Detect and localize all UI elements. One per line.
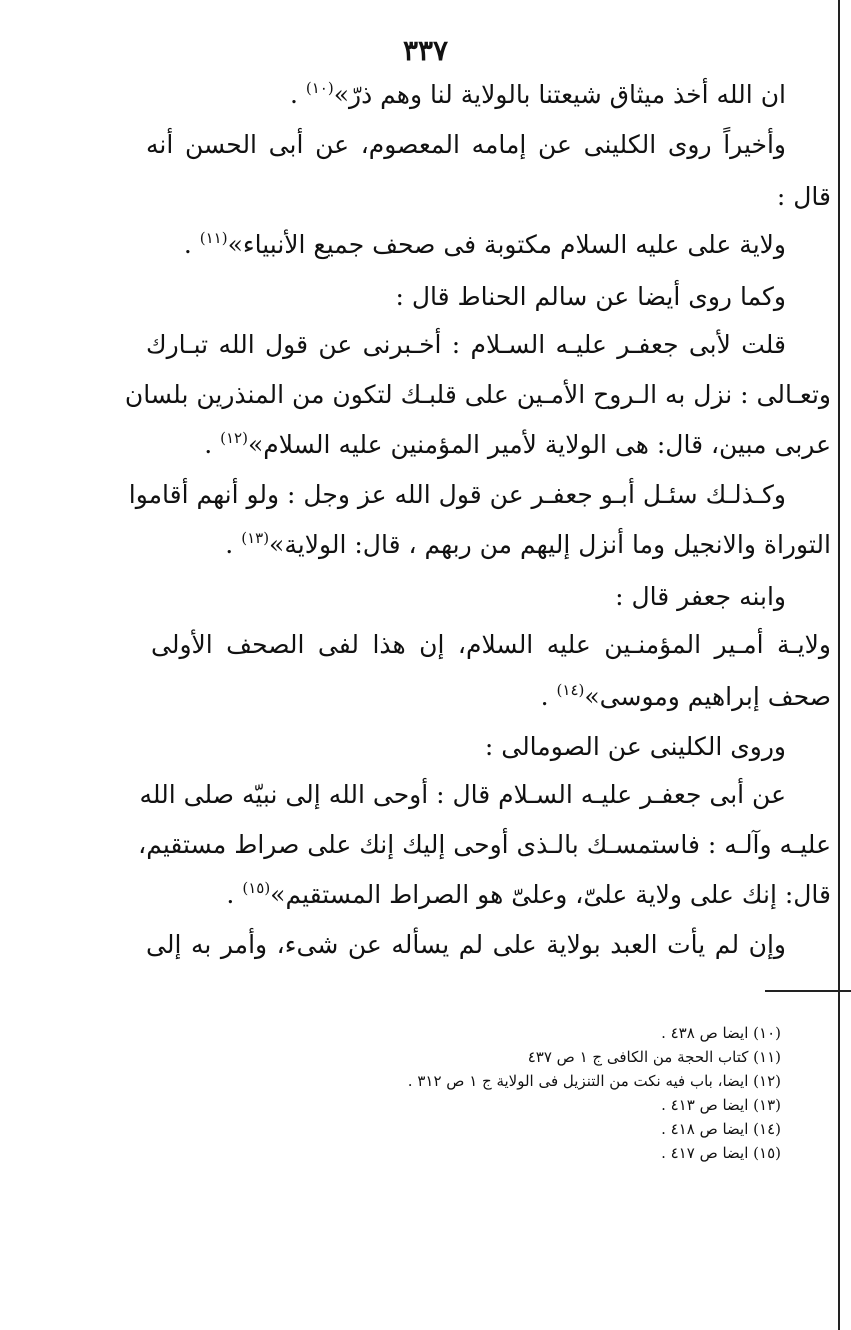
footnote: (١٠) ايضا ص ٤٣٨ . (661, 1024, 781, 1042)
text-line: وروى الكلينى عن الصومالى : (484, 732, 786, 761)
footnote: (١٣) ايضا ص ٤١٣ . (661, 1096, 781, 1114)
text-line: وابنه جعفر قال : (615, 582, 786, 611)
footnote: (١٢) ايضا، باب فيه نكت من التنزيل فى الولاية ج ١ ص ٣١٢ . (407, 1072, 781, 1090)
footnote: (١٥) ايضا ص ٤١٧ . (661, 1144, 781, 1162)
text-line: ولاية على عليه السلام مكتوبة فى صحف جميع الأنبياء»$^{(١١)}$ . (183, 229, 786, 259)
footnote-ref: (١٢) (220, 429, 248, 447)
text-line: التوراة والانجيل وما أنزل إليهم من ربهم ، قال: الولاية»$^{(١٣)}$ . (225, 529, 831, 559)
footnote-separator (765, 990, 851, 992)
footnote-ref: (١٠) (305, 79, 334, 97)
text-line: ان الله أخذ ميثاق شيعتنا بالولاية لنا وهم ذرّ»$^{(١٠)}$ . (289, 79, 786, 109)
text-line: صحف إبراهيم وموسى»$^{(١٤)}$ . (540, 681, 831, 711)
footnote: (١٤) ايضا ص ٤١٨ . (661, 1120, 781, 1138)
text-line: عليـه وآلـه : فاستمسـك بالـذى أوحى إليك إنك على صراط مستقيم، (138, 830, 831, 859)
footnote-ref: (١٣) (241, 529, 270, 547)
text-line: قال: إنك على ولاية علىّ، وعلىّ هو الصراط المستقيم»$^{(١٥)}$ . (226, 879, 831, 909)
text-line: عربى مبين، قال: هى الولاية لأمير المؤمنين عليه السلام»$^{(١٢)}$ . (204, 429, 831, 459)
text-line: ولايـة أمـير المؤمنـين عليه السلام، إن هذا لفى الصحف الأولى (151, 630, 831, 659)
footnote: (١١) كتاب الحجة من الكافى ج ١ ص ٤٣٧ (527, 1048, 781, 1066)
page-number: ٣٣٧ (402, 34, 449, 67)
footnote-ref: (١٤) (556, 681, 585, 699)
text-line: وتعـالى : نزل به الـروح الأمـين على قلبـك لتكون من المنذرين بلسان (124, 380, 831, 409)
text-line: قال : (776, 182, 831, 211)
text-line: وكـذلـك سئـل أبـو جعفـر عن قول الله عز وجل : ولو أنهم أقاموا (128, 480, 786, 509)
text-line: وأخيراً روى الكلينى عن إمامه المعصوم، عن أبى الحسن أنه (146, 130, 786, 159)
text-line: عن أبى جعفـر عليـه السـلام قال : أوحى الله إلى نبيّه صلى الله (139, 780, 786, 809)
footnote-ref: (١١) (199, 229, 228, 247)
page-edge-rule (838, 0, 840, 1330)
footnote-ref: (١٥) (242, 879, 271, 897)
text-line: وكما روى أيضا عن سالم الحناط قال : (395, 282, 786, 311)
text-line: وإن لم يأت العبد بولاية على لم يسأله عن شىء، وأمر به إلى (146, 930, 786, 959)
text-line: قلت لأبى جعفـر عليـه السـلام : أخـبرنى عن قول الله تبـارك (146, 330, 786, 359)
